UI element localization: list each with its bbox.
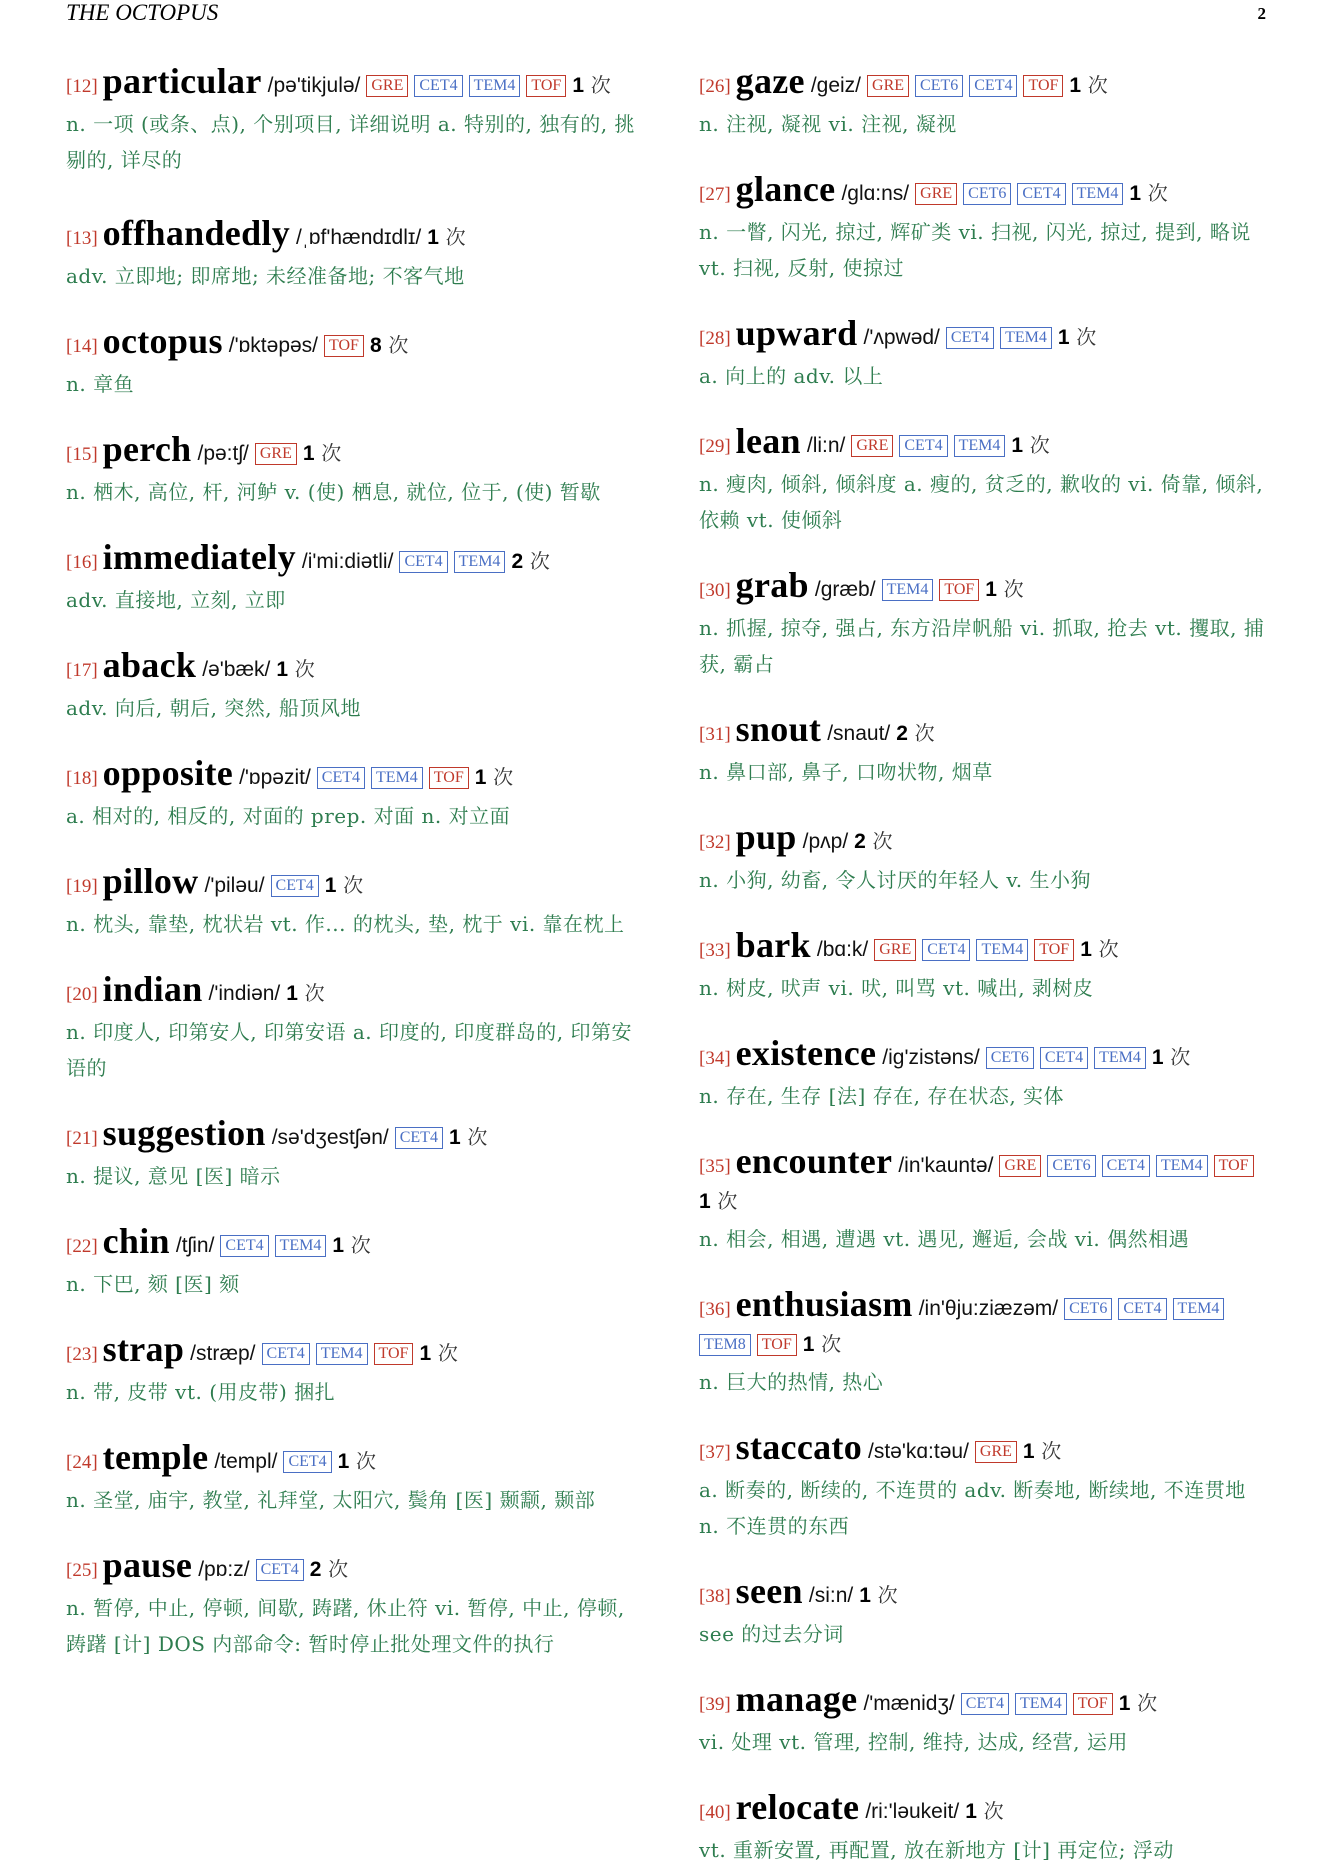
times-label: 次 bbox=[493, 765, 514, 789]
entry-definition: n. 瘦肉, 倾斜, 倾斜度 a. 瘦的, 贫乏的, 歉收的 vi. 倚靠, 倾斜, 依赖 vt. 使倾斜 bbox=[699, 472, 1264, 532]
exam-tag: GRE bbox=[975, 1441, 1017, 1463]
occurrence-count: 1 bbox=[332, 1234, 345, 1257]
entry-definition: n. 栖木, 高位, 杆, 河鲈 v. (使) 栖息, 就位, 位于, (使) 暂歇 bbox=[66, 480, 601, 504]
entry-number: [22] bbox=[66, 1236, 98, 1257]
vocab-entry bbox=[66, 1545, 638, 1662]
entry-headline bbox=[699, 313, 1271, 356]
entry-number: [35] bbox=[699, 1156, 731, 1177]
occurrence-count: 1 bbox=[802, 1333, 815, 1356]
times-label: 次 bbox=[1003, 577, 1024, 601]
entry-definition: a. 向上的 adv. 以上 bbox=[699, 364, 884, 388]
entry-headline bbox=[699, 565, 1271, 608]
exam-tag: TOF bbox=[1214, 1155, 1254, 1177]
phonetic-transcription: /ri:'ləukeit/ bbox=[865, 1800, 960, 1823]
exam-tag: CET4 bbox=[1017, 183, 1065, 205]
page-header bbox=[66, 0, 1266, 30]
times-label: 次 bbox=[350, 1233, 371, 1257]
phonetic-transcription: /græb/ bbox=[814, 578, 876, 601]
exam-tag: CET4 bbox=[262, 1343, 310, 1365]
entry-definition: n. 印度人, 印第安人, 印第安语 a. 印度的, 印度群岛的, 印第安语的 bbox=[66, 1020, 632, 1080]
entry-definition: n. 树皮, 吠声 vi. 吠, 叫骂 vt. 喊出, 剥树皮 bbox=[699, 976, 1094, 1000]
entry-number: [28] bbox=[699, 328, 731, 349]
entry-definition: vt. 重新安置, 再配置, 放在新地方 [计] 再定位; 浮动 bbox=[699, 1838, 1174, 1862]
exam-tag: TEM4 bbox=[1015, 1693, 1067, 1715]
entry-word: indian bbox=[102, 969, 203, 1009]
entry-word: aback bbox=[102, 645, 197, 685]
entry-number: [29] bbox=[699, 436, 731, 457]
entry-headline bbox=[699, 169, 1271, 212]
occurrence-count: 1 bbox=[859, 1584, 871, 1607]
entry-number: [24] bbox=[66, 1452, 98, 1473]
entry-headline bbox=[66, 861, 638, 904]
vocab-entry bbox=[699, 1033, 1271, 1114]
entry-word: particular bbox=[102, 61, 262, 101]
entry-word: immediately bbox=[102, 537, 296, 577]
entry-headline bbox=[699, 709, 1271, 752]
entry-headline bbox=[66, 645, 638, 688]
exam-tag: TOF bbox=[1034, 939, 1074, 961]
exam-tag: CET6 bbox=[915, 75, 963, 97]
phonetic-transcription: /si:n/ bbox=[808, 1584, 854, 1607]
entry-number: [25] bbox=[66, 1560, 98, 1581]
times-label: 次 bbox=[1041, 1439, 1062, 1463]
exam-tag: TOF bbox=[526, 75, 566, 97]
entry-headline bbox=[66, 213, 638, 256]
entry-number: [40] bbox=[699, 1802, 731, 1823]
exam-tag: TEM8 bbox=[699, 1334, 751, 1356]
entry-headline bbox=[699, 1679, 1271, 1722]
phonetic-transcription: /pʌp/ bbox=[802, 830, 849, 853]
occurrence-count: 1 bbox=[302, 442, 315, 465]
phonetic-transcription: /in'kauntə/ bbox=[898, 1154, 994, 1177]
phonetic-transcription: /'piləu/ bbox=[204, 874, 265, 897]
times-label: 次 bbox=[529, 549, 550, 573]
phonetic-transcription: /tʃin/ bbox=[175, 1234, 215, 1257]
entry-number: [23] bbox=[66, 1344, 98, 1365]
entry-number: [14] bbox=[66, 336, 98, 357]
entry-word: lean bbox=[735, 421, 801, 461]
phonetic-transcription: /sə'dʒestʃən/ bbox=[271, 1126, 389, 1149]
phonetic-transcription: /'ʌpwəd/ bbox=[863, 326, 940, 349]
exam-tag: TEM4 bbox=[275, 1235, 327, 1257]
exam-tag: CET4 bbox=[961, 1693, 1009, 1715]
times-label: 次 bbox=[445, 225, 466, 249]
entry-headline bbox=[66, 321, 638, 364]
vocab-entry bbox=[66, 213, 638, 294]
times-label: 次 bbox=[1147, 181, 1168, 205]
exam-tag: GRE bbox=[867, 75, 909, 97]
times-label: 次 bbox=[1029, 433, 1050, 457]
phonetic-transcription: /bɑ:k/ bbox=[816, 938, 869, 961]
vocab-entry bbox=[699, 817, 1271, 898]
entry-headline bbox=[699, 817, 1271, 860]
exam-tag: CET4 bbox=[283, 1451, 331, 1473]
entry-headline bbox=[699, 1787, 1271, 1830]
entry-definition: n. 暂停, 中止, 停顿, 间歇, 踌躇, 休止符 vi. 暂停, 中止, 停顿, 踌躇 [计] DOS 内部命令: 暂时停止批处理文件的执行 bbox=[66, 1596, 625, 1656]
times-label: 次 bbox=[356, 1449, 377, 1473]
vocab-entry bbox=[699, 1787, 1271, 1868]
times-label: 次 bbox=[1098, 937, 1119, 961]
times-label: 次 bbox=[343, 873, 364, 897]
entry-word: bark bbox=[735, 925, 811, 965]
entry-headline bbox=[699, 1141, 1271, 1219]
times-label: 次 bbox=[467, 1125, 488, 1149]
entry-headline bbox=[66, 753, 638, 796]
entry-word: opposite bbox=[102, 753, 234, 793]
occurrence-count: 1 bbox=[276, 658, 289, 681]
entry-definition: n. 带, 皮带 vt. (用皮带) 捆扎 bbox=[66, 1380, 336, 1404]
exam-tag: TEM4 bbox=[954, 435, 1006, 457]
exam-tag: CET6 bbox=[1064, 1298, 1112, 1320]
entry-headline bbox=[66, 1437, 638, 1480]
exam-tag: TEM4 bbox=[469, 75, 521, 97]
exam-tag: CET4 bbox=[220, 1235, 268, 1257]
times-label: 次 bbox=[877, 1583, 898, 1607]
entry-word: upward bbox=[735, 313, 858, 353]
times-label: 次 bbox=[321, 441, 342, 465]
exam-tag: CET4 bbox=[1040, 1047, 1088, 1069]
vocab-entry bbox=[66, 1329, 638, 1410]
entry-headline bbox=[699, 1033, 1271, 1076]
entry-word: relocate bbox=[735, 1787, 860, 1827]
vocab-entry bbox=[699, 1571, 1271, 1652]
vocab-entry bbox=[699, 61, 1271, 142]
entry-definition: n. 枕头, 靠垫, 枕状岩 vt. 作... 的枕头, 垫, 枕于 vi. 靠在枕上 bbox=[66, 912, 625, 936]
vocab-entry bbox=[66, 645, 638, 726]
entry-headline bbox=[699, 1427, 1271, 1470]
phonetic-transcription: /stə'kɑ:təu/ bbox=[868, 1440, 969, 1463]
times-label: 次 bbox=[872, 829, 893, 853]
exam-tag: TEM4 bbox=[1072, 183, 1124, 205]
exam-tag: TEM4 bbox=[316, 1343, 368, 1365]
times-label: 次 bbox=[983, 1799, 1004, 1823]
entry-word: strap bbox=[102, 1329, 185, 1369]
exam-tag: TOF bbox=[324, 335, 364, 357]
entry-definition: adv. 直接地, 立刻, 立即 bbox=[66, 588, 286, 612]
exam-tag: TOF bbox=[939, 579, 979, 601]
occurrence-count: 2 bbox=[511, 550, 524, 573]
occurrence-count: 1 bbox=[474, 766, 487, 789]
occurrence-count: 1 bbox=[1022, 1440, 1035, 1463]
entry-definition: n. 鼻口部, 鼻子, 口吻状物, 烟草 bbox=[699, 760, 993, 784]
entry-definition: a. 断奏的, 断续的, 不连贯的 adv. 断奏地, 断续地, 不连贯地 n. 不连贯的东西 bbox=[699, 1478, 1246, 1538]
entry-number: [20] bbox=[66, 984, 98, 1005]
entry-word: perch bbox=[102, 429, 192, 469]
times-label: 次 bbox=[1087, 73, 1108, 97]
exam-tag: TEM4 bbox=[1156, 1155, 1208, 1177]
times-label: 次 bbox=[717, 1189, 738, 1213]
entry-number: [32] bbox=[699, 832, 731, 853]
entry-headline bbox=[66, 429, 638, 472]
vocab-entry bbox=[699, 313, 1271, 394]
exam-tag: GRE bbox=[366, 75, 408, 97]
times-label: 次 bbox=[1137, 1691, 1158, 1715]
entry-definition: n. 一项 (或条、点), 个别项目, 详细说明 a. 特别的, 独有的, 挑剔的, 详尽的 bbox=[66, 112, 635, 172]
occurrence-count: 1 bbox=[427, 226, 439, 249]
phonetic-transcription: /templ/ bbox=[214, 1450, 278, 1473]
entry-headline bbox=[699, 925, 1271, 968]
times-label: 次 bbox=[914, 721, 935, 745]
page-number: 2 bbox=[1257, 4, 1266, 23]
entry-headline bbox=[699, 1284, 1271, 1362]
entry-word: pillow bbox=[102, 861, 199, 901]
exam-tag: CET6 bbox=[986, 1047, 1034, 1069]
exam-tag: CET6 bbox=[1047, 1155, 1095, 1177]
exam-tag: TOF bbox=[757, 1334, 797, 1356]
entry-number: [36] bbox=[699, 1299, 731, 1320]
exam-tag: TEM4 bbox=[1094, 1047, 1146, 1069]
exam-tag: TEM4 bbox=[371, 767, 423, 789]
entry-word: existence bbox=[735, 1033, 877, 1073]
phonetic-transcription: /stræp/ bbox=[190, 1342, 256, 1365]
occurrence-count: 1 bbox=[1057, 326, 1070, 349]
exam-tag: CET4 bbox=[399, 551, 447, 573]
entry-definition: n. 章鱼 bbox=[66, 372, 135, 396]
entry-number: [38] bbox=[699, 1586, 731, 1607]
vocab-entry bbox=[699, 421, 1271, 538]
times-label: 次 bbox=[1076, 325, 1097, 349]
entry-definition: n. 抓握, 掠夺, 强占, 东方沿岸帆船 vi. 抓取, 抢去 vt. 攫取, 捕获, 霸占 bbox=[699, 616, 1265, 676]
times-label: 次 bbox=[328, 1557, 349, 1581]
phonetic-transcription: /'ɒpəzit/ bbox=[239, 766, 311, 789]
occurrence-count: 1 bbox=[1118, 1692, 1131, 1715]
occurrence-count: 1 bbox=[1129, 182, 1142, 205]
entry-headline bbox=[66, 1221, 638, 1264]
entry-number: [15] bbox=[66, 444, 98, 465]
vocab-entry bbox=[699, 169, 1271, 286]
entry-headline bbox=[699, 61, 1271, 104]
vocab-entry bbox=[699, 565, 1271, 682]
phonetic-transcription: /pɒ:z/ bbox=[198, 1558, 250, 1581]
vocab-entry bbox=[699, 709, 1271, 790]
vocab-entry bbox=[66, 1113, 638, 1194]
entry-number: [13] bbox=[66, 228, 98, 249]
entry-definition: n. 注视, 凝视 vi. 注视, 凝视 bbox=[699, 112, 957, 136]
entry-word: encounter bbox=[735, 1141, 893, 1181]
times-label: 次 bbox=[821, 1332, 842, 1356]
entry-definition: n. 小狗, 幼畜, 令人讨厌的年轻人 v. 生小狗 bbox=[699, 868, 1092, 892]
phonetic-transcription: /in'θju:ziæzəm/ bbox=[918, 1297, 1059, 1320]
occurrence-count: 1 bbox=[965, 1800, 977, 1823]
phonetic-transcription: /'indiən/ bbox=[208, 982, 281, 1005]
entry-definition: n. 圣堂, 庙宇, 教堂, 礼拜堂, 太阳穴, 鬓角 [医] 颞颥, 颞部 bbox=[66, 1488, 596, 1512]
entry-word: chin bbox=[102, 1221, 170, 1261]
entry-word: enthusiasm bbox=[735, 1284, 913, 1324]
entry-headline bbox=[699, 1571, 1271, 1614]
entry-definition: see 的过去分词 bbox=[699, 1622, 844, 1646]
entry-headline bbox=[699, 421, 1271, 464]
document-title: THE OCTOPUS bbox=[66, 0, 219, 25]
occurrence-count: 2 bbox=[854, 830, 866, 853]
entry-headline bbox=[66, 969, 638, 1012]
times-label: 次 bbox=[590, 73, 611, 97]
entry-headline bbox=[66, 1545, 638, 1588]
entry-definition: adv. 立即地; 即席地; 未经准备地; 不客气地 bbox=[66, 264, 465, 288]
exam-tag: CET4 bbox=[922, 939, 970, 961]
exam-tag: GRE bbox=[851, 435, 893, 457]
vocab-entry bbox=[66, 1437, 638, 1518]
entry-word: suggestion bbox=[102, 1113, 266, 1153]
entry-word: glance bbox=[735, 169, 836, 209]
exam-tag: TOF bbox=[1023, 75, 1063, 97]
phonetic-transcription: /pə:tʃ/ bbox=[197, 442, 249, 465]
entry-word: gaze bbox=[735, 61, 805, 101]
exam-tag: CET4 bbox=[395, 1127, 443, 1149]
exam-tag: TEM4 bbox=[1000, 327, 1052, 349]
entry-word: seen bbox=[735, 1571, 803, 1611]
entry-word: snout bbox=[735, 709, 822, 749]
occurrence-count: 1 bbox=[286, 982, 298, 1005]
occurrence-count: 1 bbox=[1011, 434, 1024, 457]
exam-tag: CET4 bbox=[271, 875, 319, 897]
entry-number: [37] bbox=[699, 1442, 731, 1463]
exam-tag: TEM4 bbox=[976, 939, 1028, 961]
entry-number: [33] bbox=[699, 940, 731, 961]
entry-word: manage bbox=[735, 1679, 858, 1719]
entry-headline bbox=[66, 537, 638, 580]
phonetic-transcription: /i'mi:diətli/ bbox=[301, 550, 394, 573]
phonetic-transcription: /'ɒktəpəs/ bbox=[228, 334, 319, 357]
phonetic-transcription: /'mænidʒ/ bbox=[863, 1692, 955, 1715]
times-label: 次 bbox=[304, 981, 325, 1005]
phonetic-transcription: /ig'zistəns/ bbox=[882, 1046, 980, 1069]
entry-definition: n. 提议, 意见 [医] 暗示 bbox=[66, 1164, 281, 1188]
entry-headline bbox=[66, 61, 638, 104]
exam-tag: CET4 bbox=[1118, 1298, 1166, 1320]
vocab-entry bbox=[66, 537, 638, 618]
entry-number: [27] bbox=[699, 184, 731, 205]
entry-number: [21] bbox=[66, 1128, 98, 1149]
times-label: 次 bbox=[437, 1341, 458, 1365]
entry-definition: a. 相对的, 相反的, 对面的 prep. 对面 n. 对立面 bbox=[66, 804, 511, 828]
exam-tag: CET4 bbox=[317, 767, 365, 789]
entry-number: [39] bbox=[699, 1694, 731, 1715]
exam-tag: GRE bbox=[874, 939, 916, 961]
entry-word: temple bbox=[102, 1437, 209, 1477]
vocab-entry bbox=[66, 969, 638, 1086]
entry-word: staccato bbox=[735, 1427, 862, 1467]
times-label: 次 bbox=[1170, 1045, 1191, 1069]
entry-definition: n. 巨大的热情, 热心 bbox=[699, 1370, 884, 1394]
vocab-entry bbox=[699, 1141, 1271, 1257]
exam-tag: CET4 bbox=[414, 75, 462, 97]
exam-tag: TOF bbox=[429, 767, 469, 789]
entry-number: [17] bbox=[66, 660, 98, 681]
occurrence-count: 1 bbox=[572, 74, 584, 97]
vocab-entry bbox=[66, 753, 638, 834]
exam-tag: CET4 bbox=[256, 1559, 304, 1581]
phonetic-transcription: /ə'bæk/ bbox=[202, 658, 271, 681]
occurrence-count: 8 bbox=[369, 334, 382, 357]
exam-tag: TOF bbox=[1073, 1693, 1113, 1715]
times-label: 次 bbox=[388, 333, 409, 357]
vocab-entry bbox=[66, 61, 638, 178]
exam-tag: GRE bbox=[915, 183, 957, 205]
entry-word: offhandedly bbox=[102, 213, 290, 253]
occurrence-count: 2 bbox=[309, 1558, 322, 1581]
vocab-entry bbox=[699, 1427, 1271, 1544]
vocab-entry bbox=[66, 861, 638, 942]
occurrence-count: 1 bbox=[1080, 938, 1092, 961]
exam-tag: TEM4 bbox=[1173, 1298, 1225, 1320]
exam-tag: TOF bbox=[374, 1343, 414, 1365]
right-column bbox=[699, 61, 1271, 1868]
phonetic-transcription: /geiz/ bbox=[810, 74, 862, 97]
entry-definition: n. 存在, 生存 [法] 存在, 存在状态, 实体 bbox=[699, 1084, 1065, 1108]
exam-tag: CET4 bbox=[1102, 1155, 1150, 1177]
entry-number: [12] bbox=[66, 76, 98, 97]
occurrence-count: 1 bbox=[419, 1342, 432, 1365]
exam-tag: CET6 bbox=[963, 183, 1011, 205]
entry-word: grab bbox=[735, 565, 809, 605]
entry-number: [19] bbox=[66, 876, 98, 897]
entry-number: [30] bbox=[699, 580, 731, 601]
entry-definition: n. 相会, 相遇, 遭遇 vt. 遇见, 邂逅, 会战 vi. 偶然相遇 bbox=[699, 1227, 1190, 1251]
entry-definition: n. 一瞥, 闪光, 掠过, 辉矿类 vi. 扫视, 闪光, 掠过, 提到, 略说 vt. 扫视, 反射, 使掠过 bbox=[699, 220, 1251, 280]
entry-number: [16] bbox=[66, 552, 98, 573]
exam-tag: TEM4 bbox=[882, 579, 934, 601]
occurrence-count: 1 bbox=[448, 1126, 461, 1149]
entry-number: [34] bbox=[699, 1048, 731, 1069]
occurrence-count: 2 bbox=[896, 722, 908, 745]
entry-word: pause bbox=[102, 1545, 193, 1585]
occurrence-count: 1 bbox=[337, 1450, 350, 1473]
entry-number: [31] bbox=[699, 724, 731, 745]
phonetic-transcription: /pə'tikjulə/ bbox=[267, 74, 361, 97]
exam-tag: GRE bbox=[999, 1155, 1041, 1177]
entry-definition: adv. 向后, 朝后, 突然, 船顶风地 bbox=[66, 696, 362, 720]
entry-number: [26] bbox=[699, 76, 731, 97]
occurrence-count: 1 bbox=[1069, 74, 1082, 97]
entry-word: octopus bbox=[102, 321, 223, 361]
entry-number: [18] bbox=[66, 768, 98, 789]
entry-word: pup bbox=[735, 817, 797, 857]
phonetic-transcription: /li:n/ bbox=[806, 434, 846, 457]
occurrence-count: 1 bbox=[699, 1190, 711, 1213]
times-label: 次 bbox=[294, 657, 315, 681]
exam-tag: CET4 bbox=[969, 75, 1017, 97]
exam-tag: CET4 bbox=[899, 435, 947, 457]
exam-tag: TEM4 bbox=[454, 551, 506, 573]
vocab-entry bbox=[699, 925, 1271, 1006]
occurrence-count: 1 bbox=[1151, 1046, 1164, 1069]
entry-headline bbox=[66, 1329, 638, 1372]
phonetic-transcription: /glɑ:ns/ bbox=[841, 182, 910, 205]
entry-definition: vi. 处理 vt. 管理, 控制, 维持, 达成, 经营, 运用 bbox=[699, 1730, 1128, 1754]
vocab-entry bbox=[699, 1679, 1271, 1760]
exam-tag: CET4 bbox=[946, 327, 994, 349]
occurrence-count: 1 bbox=[985, 578, 997, 601]
occurrence-count: 1 bbox=[324, 874, 337, 897]
phonetic-transcription: /snaut/ bbox=[827, 722, 891, 745]
vocab-entry bbox=[699, 1284, 1271, 1400]
phonetic-transcription: /ˌɒf'hændɪdlɪ/ bbox=[296, 226, 422, 249]
entry-definition: n. 下巴, 颏 [医] 颏 bbox=[66, 1272, 240, 1296]
left-column bbox=[66, 61, 638, 1662]
entry-headline bbox=[66, 1113, 638, 1156]
exam-tag: GRE bbox=[255, 443, 297, 465]
vocab-entry bbox=[66, 321, 638, 402]
vocab-entry bbox=[66, 1221, 638, 1302]
vocab-entry bbox=[66, 429, 638, 510]
